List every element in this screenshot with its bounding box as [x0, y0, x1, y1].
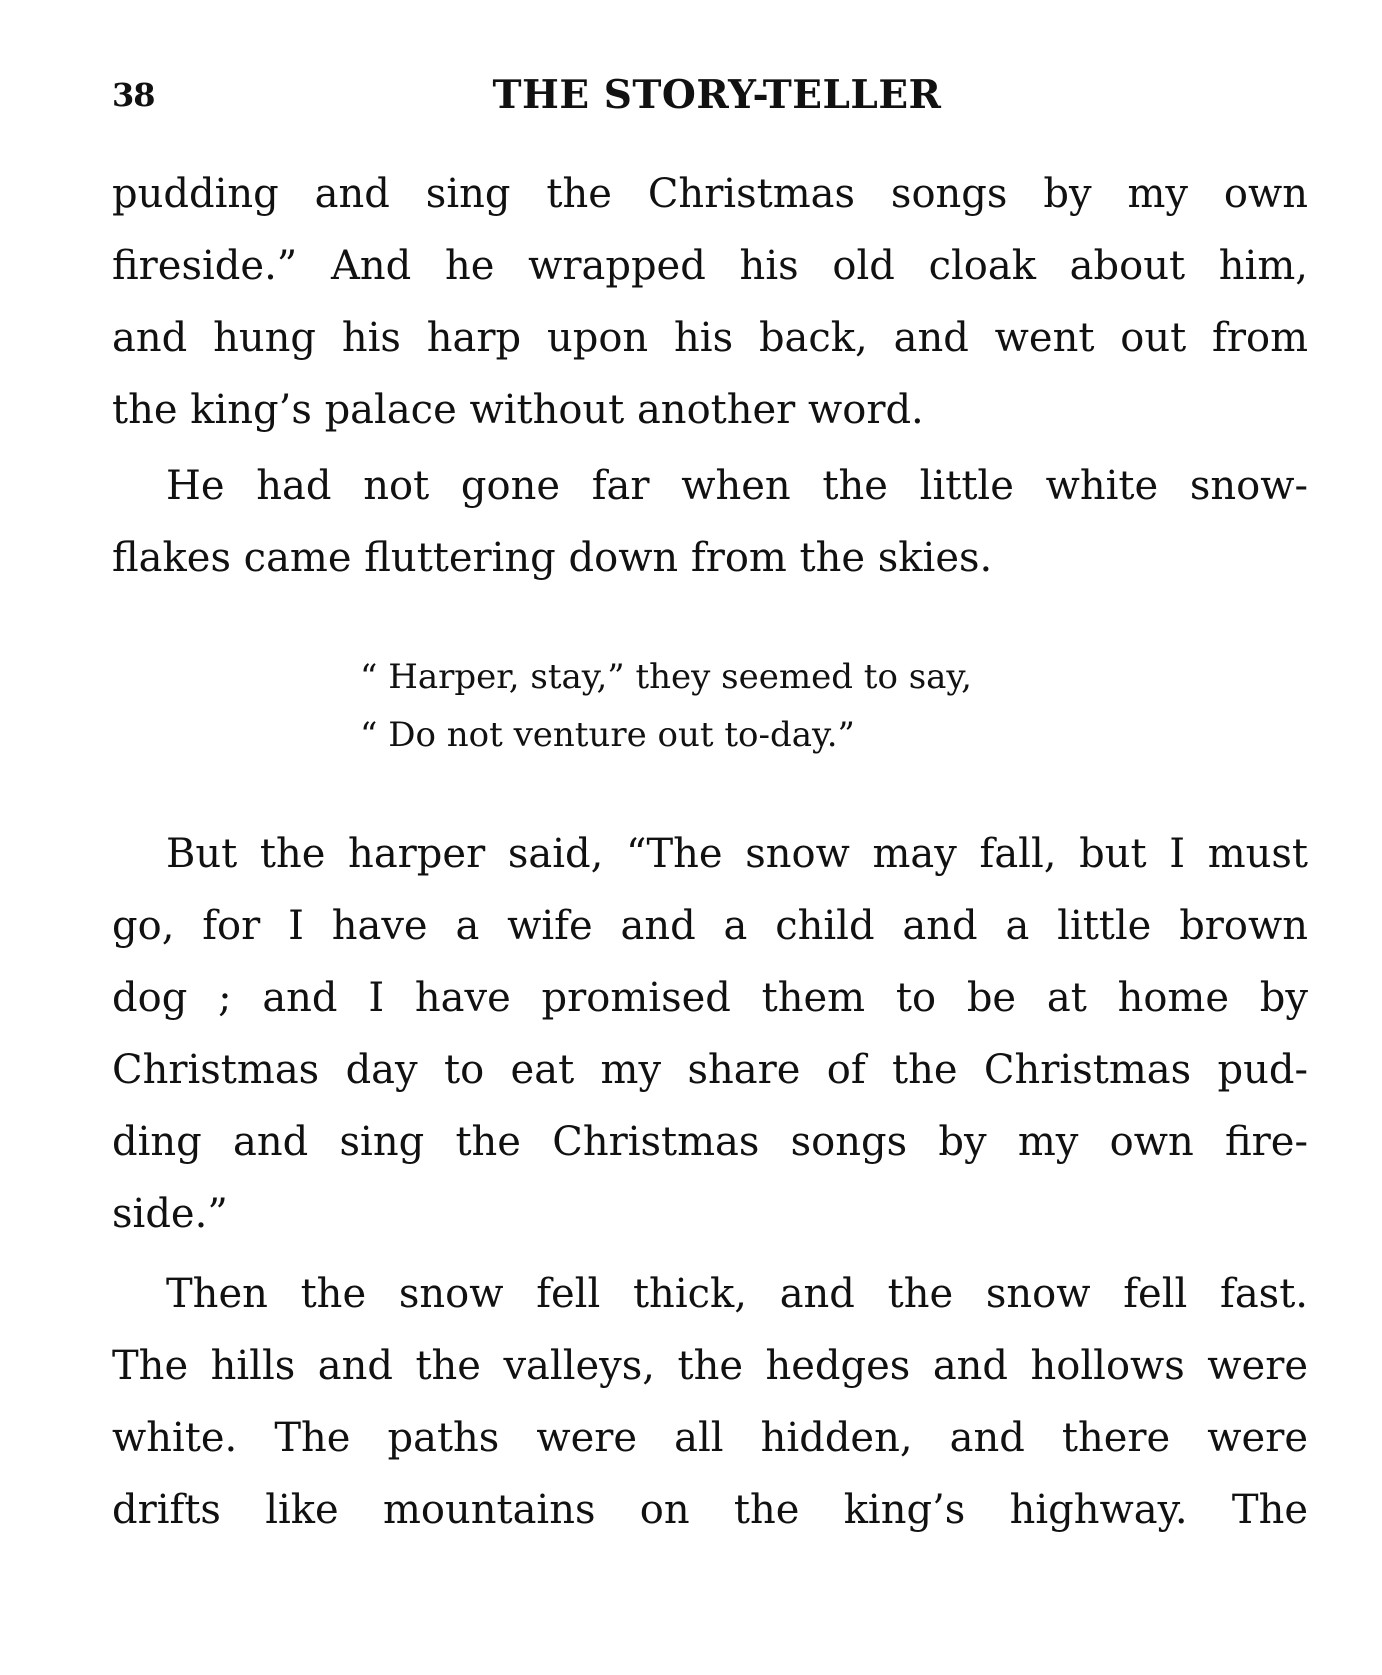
verse-quote — [360, 648, 972, 764]
paragraph-harper-reply — [112, 818, 1308, 1250]
text-line: dog ; and I have promised them to be at home by — [112, 975, 1308, 1021]
text-line: drifts like mountains on the king’s highway. The — [112, 1487, 1308, 1533]
text-line: The hills and the valleys, the hedges and hollows were — [112, 1343, 1308, 1389]
text-line: the king’s palace without another word. — [112, 387, 924, 433]
text-line: side.” — [112, 1191, 228, 1237]
text-line: Christmas day to eat my share of the Christmas pud- — [112, 1047, 1308, 1093]
text-line: flakes came fluttering down from the skies. — [112, 535, 993, 581]
text-line: But the harper said, “The snow may fall, but I must — [166, 831, 1308, 877]
text-line: and hung his harp upon his back, and went out from — [112, 315, 1308, 361]
text-line: ding and sing the Christmas songs by my own fire- — [112, 1119, 1308, 1165]
text-line: pudding and sing the Christmas songs by my own — [112, 171, 1308, 217]
verse-line: “ Do not venture out to-day.” — [360, 715, 855, 755]
paragraph-snow-fell — [112, 1258, 1308, 1546]
text-line: He had not gone far when the little white snow- — [166, 463, 1308, 509]
page-number: 38 — [112, 76, 155, 114]
text-line: white. The paths were all hidden, and there were — [112, 1415, 1308, 1461]
running-title: THE STORY-TELLER — [492, 72, 942, 118]
paragraph-continued — [112, 158, 1308, 446]
text-line: go, for I have a wife and a child and a little brown — [112, 903, 1308, 949]
running-head — [112, 68, 1308, 128]
text-line: fireside.” And he wrapped his old cloak about him, — [112, 243, 1308, 289]
verse-line: “ Harper, stay,” they seemed to say, — [360, 657, 972, 697]
paragraph-snowflakes — [112, 450, 1308, 594]
text-line: Then the snow fell thick, and the snow fell fast. — [166, 1271, 1308, 1317]
